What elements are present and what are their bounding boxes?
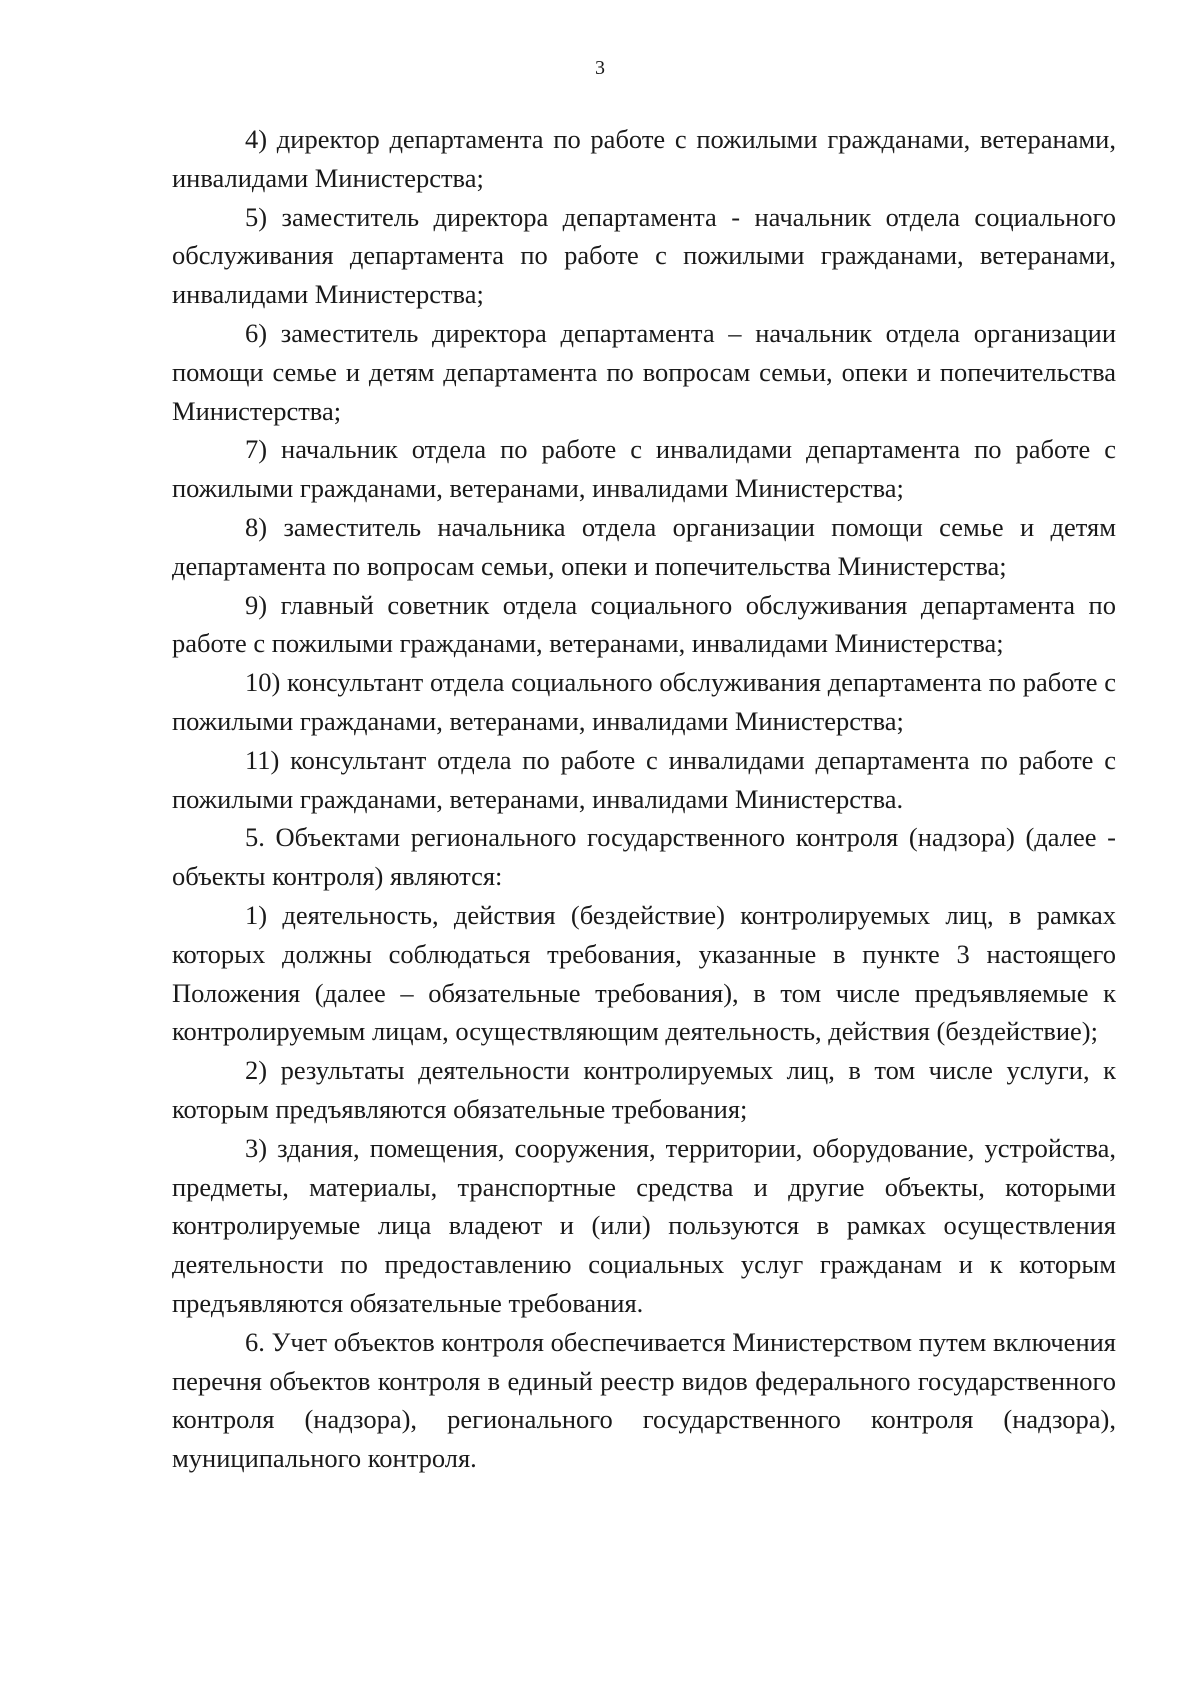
paragraph-item-6: 6) заместитель директора департамента – начальник отдела организации помощи семье и детям департамента по вопросам семьи, опеки и попечительства Министерства; — [172, 317, 1116, 426]
page-number: 3 — [595, 57, 605, 79]
paragraph-item-4: 4) директор департамента по работе с пожилыми гражданами, ветеранами, инвалидами Министерства; — [172, 124, 1116, 193]
object-item-1: 1) деятельность, действия (бездействие) контролируемых лиц, в рамках которых должны соблюдаться требования, указанные в пункте 3 настоящего Положения (далее – обязательные требования), в том числе предъявляемые к контролируемым лицам, осуществляющим деятельность, действия (бездействие); — [172, 899, 1116, 1047]
object-item-3: 3) здания, помещения, сооружения, территории, оборудование, устройства, предметы, материалы, транспортные средства и другие объекты, которыми контролируемые лица владеют и (или) пользуются в рамках осуществления деятельности по предоставлению социальных услуг гражданам и к которым предъявляются обязательные требования. — [172, 1132, 1116, 1318]
paragraph-item-5: 5) заместитель директора департамента - начальник отдела социального обслуживания департамента по работе с пожилыми гражданами, ветеранами, инвалидами Министерства; — [172, 201, 1116, 310]
section-5-heading: 5. Объектами регионального государственного контроля (надзора) (далее - объекты контроля) являются: — [172, 822, 1116, 892]
paragraph-item-10: 10) консультант отдела социального обслуживания департамента по работе с пожилыми гражданами, ветеранами, инвалидами Министерства; — [172, 667, 1116, 736]
object-item-2: 2) результаты деятельности контролируемых лиц, в том числе услуги, к которым предъявляются обязательные требования; — [172, 1055, 1116, 1124]
paragraph-item-7: 7) начальник отдела по работе с инвалидами департамента по работе с пожилыми гражданами, ветеранами, инвалидами Министерства; — [172, 434, 1116, 504]
section-6-paragraph: 6. Учет объектов контроля обеспечивается Министерством путем включения перечня объектов контроля в единый реестр видов федерального государственного контроля (надзора), регионального государственного контроля (надзора), муниципального контроля. — [172, 1326, 1116, 1474]
paragraph-item-8: 8) заместитель начальника отдела организации помощи семье и детям департамента по вопросам семьи, опеки и попечительства Министерства; — [172, 511, 1116, 581]
document-body — [172, 120, 1116, 1478]
paragraph-item-9: 9) главный советник отдела социального обслуживания департамента по работе с пожилыми гражданами, ветеранами, инвалидами Министерства; — [172, 589, 1116, 659]
paragraph-item-11: 11) консультант отдела по работе с инвалидами департамента по работе с пожилыми гражданами, ветеранами, инвалидами Министерства. — [172, 744, 1116, 814]
